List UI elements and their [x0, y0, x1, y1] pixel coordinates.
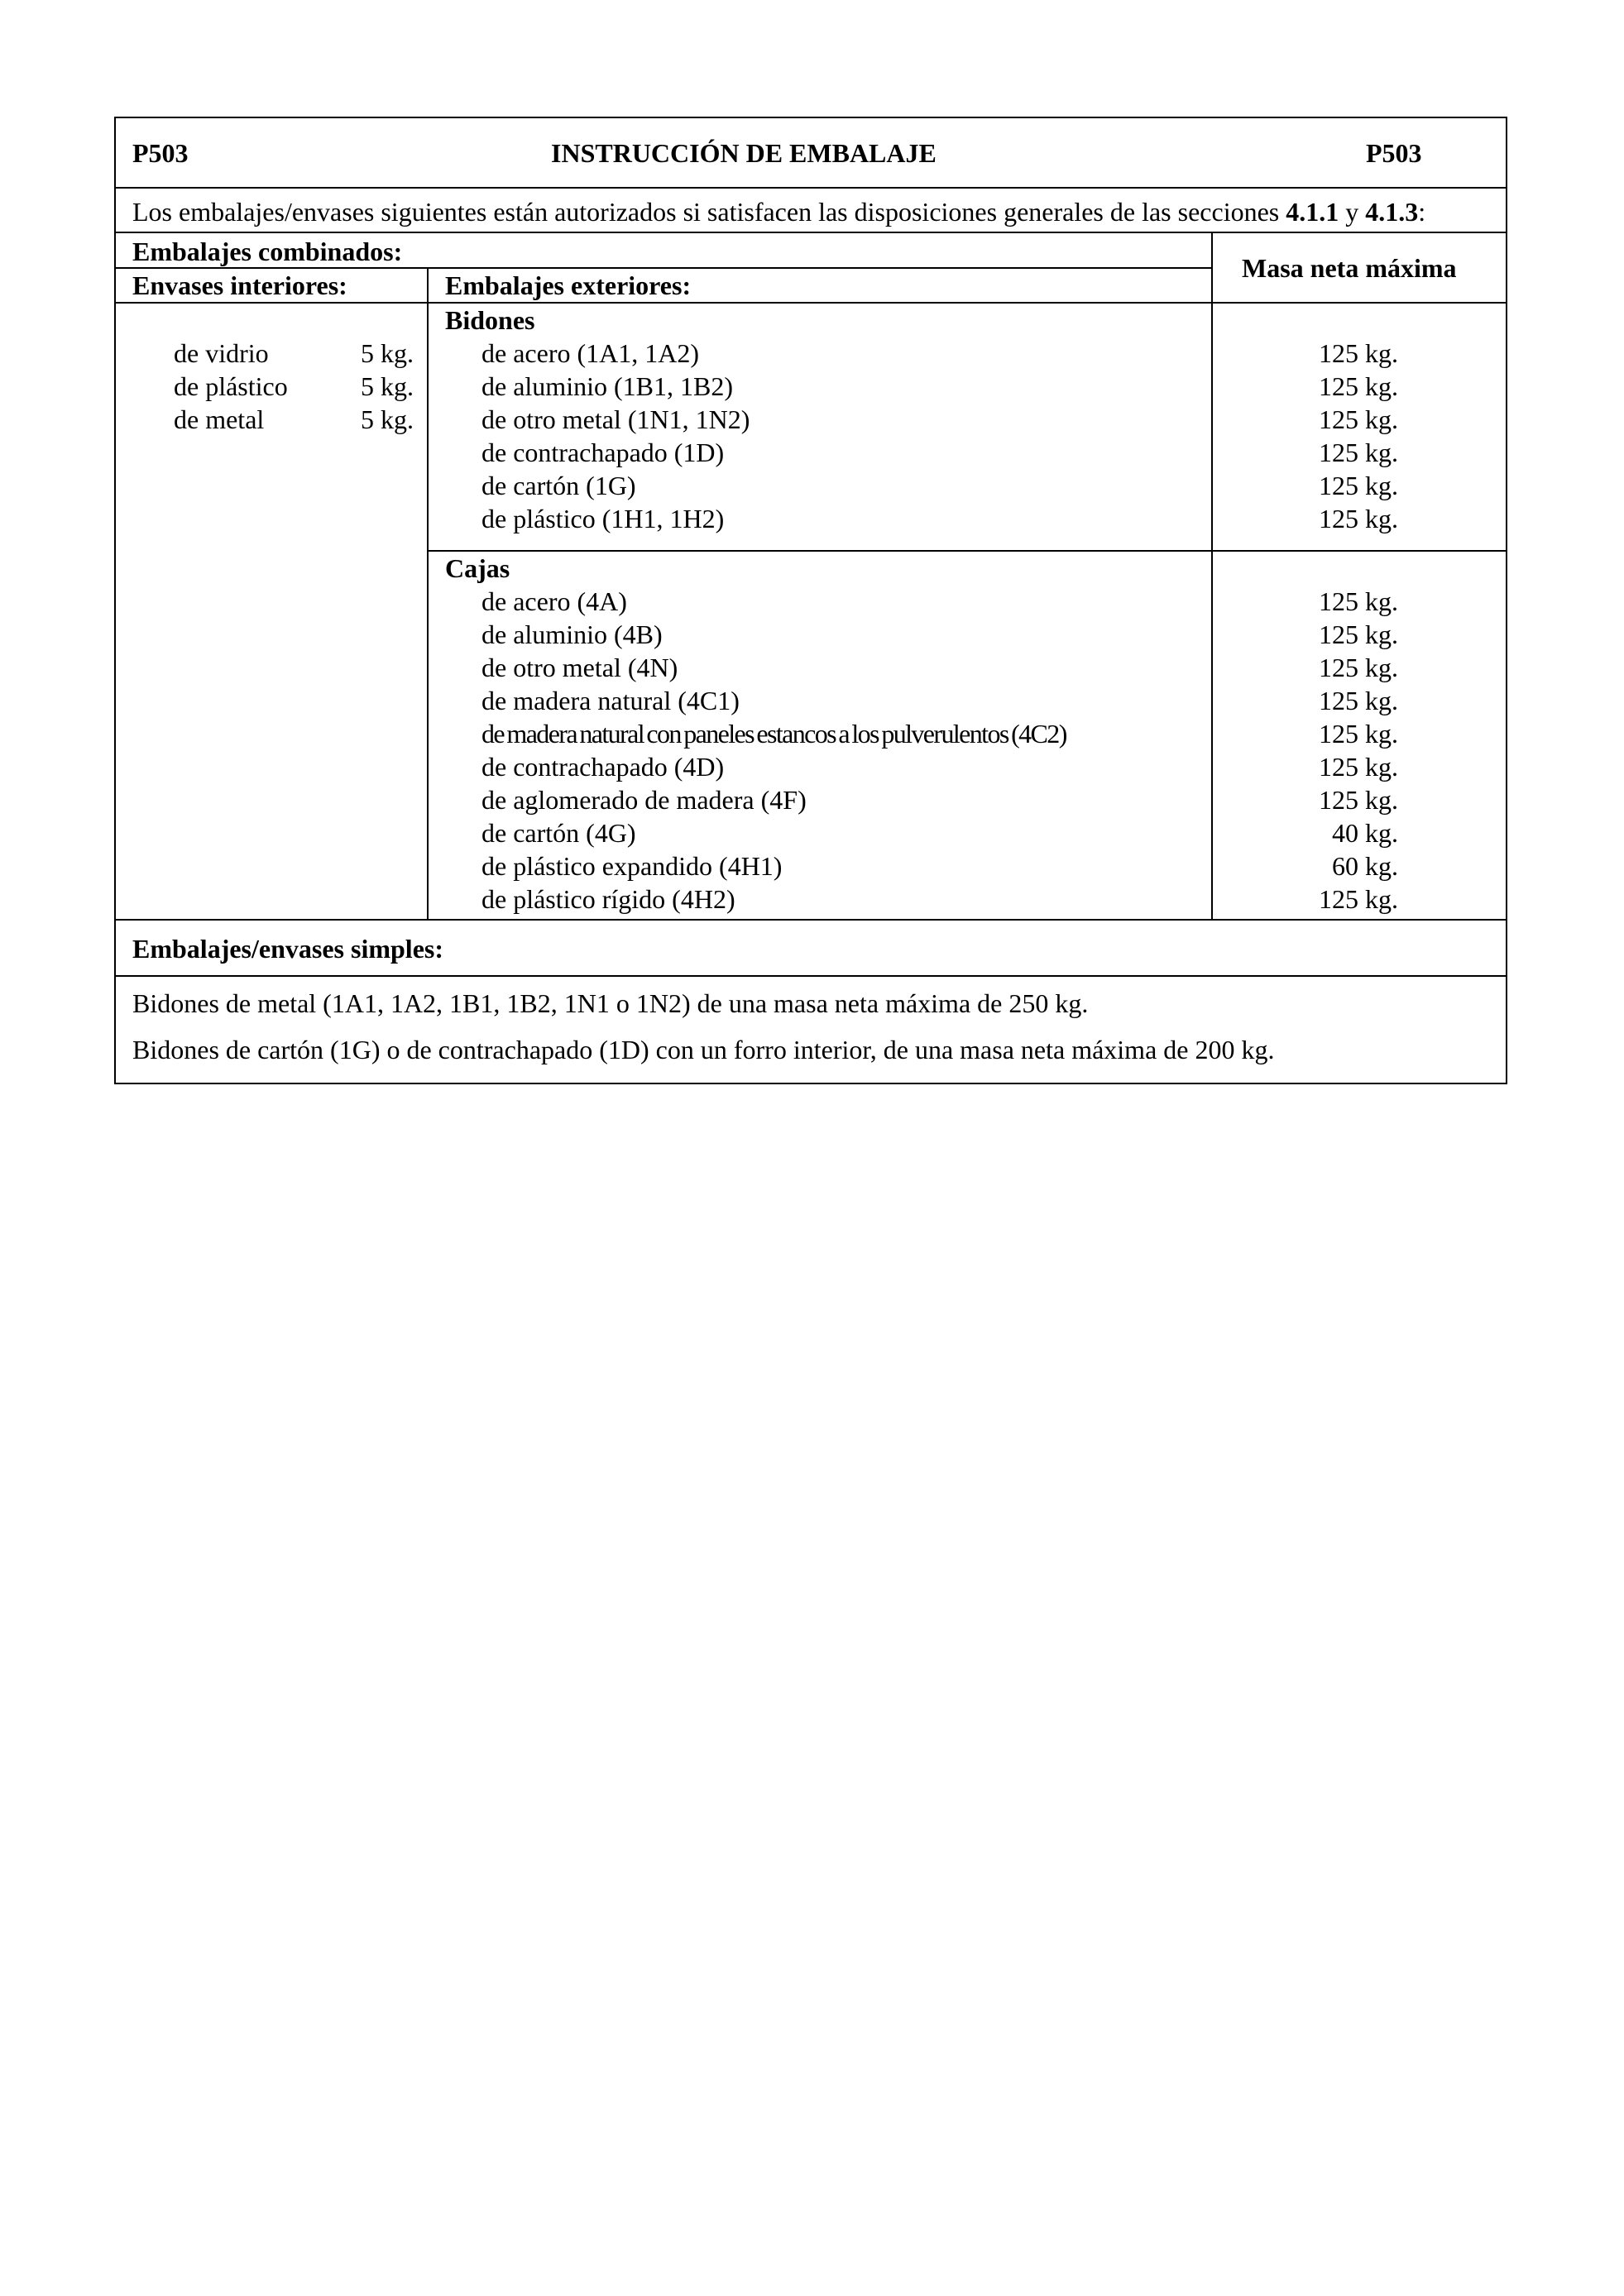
section-ref-4-1-3: 4.1.3: [1365, 197, 1419, 227]
outer-max-mass: 125 kg.: [1319, 586, 1398, 616]
outer-packaging-label: de acero (1A1, 1A2): [481, 338, 699, 368]
outer-packaging-label: de aglomerado de madera (4F): [481, 785, 807, 815]
outer-packaging-label: de cartón (1G): [481, 471, 636, 500]
divider: [1211, 233, 1213, 919]
outer-group-heading: Cajas: [445, 553, 510, 583]
outer-max-mass: 125 kg.: [1319, 653, 1398, 682]
instruction-title: INSTRUCCIÓN DE EMBALAJE: [551, 138, 937, 168]
outer-packaging-label: de contrachapado (1D): [481, 438, 725, 467]
section-ref-4-1-1: 4.1.1: [1286, 197, 1339, 227]
outer-packaging-label: de plástico expandido (4H1): [481, 851, 783, 881]
intro-conjunction: y: [1345, 197, 1359, 227]
title-row: [116, 118, 1506, 189]
inner-material-label: de metal: [174, 404, 265, 434]
combined-packagings-section: [116, 233, 1506, 919]
outer-packaging-label: de madera natural (4C1): [481, 686, 740, 715]
inner-max-mass: 5 kg.: [361, 338, 414, 368]
instruction-code-left: P503: [132, 138, 189, 168]
inner-material-label: de plástico: [174, 371, 288, 401]
outer-packaging-label: de plástico (1H1, 1H2): [481, 504, 725, 533]
outer-max-mass: 125 kg.: [1319, 338, 1398, 368]
outer-max-mass: 125 kg.: [1319, 371, 1398, 401]
outer-max-mass: 40 kg.: [1332, 818, 1398, 848]
outer-packaging-label: de plástico rígido (4H2): [481, 884, 735, 914]
outer-packaging-label: de otro metal (1N1, 1N2): [481, 404, 750, 434]
outer-packaging-label: de cartón (4G): [481, 818, 636, 848]
divider: [427, 550, 1506, 552]
inner-material-label: de vidrio: [174, 338, 269, 368]
outer-packagings-heading: Embalajes exteriores:: [445, 270, 692, 300]
max-net-mass-heading: Masa neta máxima: [1242, 253, 1457, 283]
outer-packaging-label: de aluminio (1B1, 1B2): [481, 371, 733, 401]
outer-max-mass: 125 kg.: [1319, 752, 1398, 782]
inner-max-mass: 5 kg.: [361, 371, 414, 401]
intro-text: Los embalajes/envases siguientes están autorizados si satisfacen las disposiciones generales de las secciones: [132, 197, 1280, 227]
single-packaging-line: Bidones de metal (1A1, 1A2, 1B1, 1B2, 1N1 o 1N2) de una masa neta máxima de 250 kg.: [132, 988, 1089, 1018]
outer-packaging-label: de otro metal (4N): [481, 653, 678, 682]
outer-max-mass: 125 kg.: [1319, 404, 1398, 434]
outer-max-mass: 125 kg.: [1319, 686, 1398, 715]
outer-packaging-label: de madera natural con paneles estancos a los pulverulentos (4C2): [481, 719, 1066, 749]
outer-max-mass: 125 kg.: [1319, 619, 1398, 649]
divider: [427, 267, 429, 919]
outer-packaging-label: de contrachapado (4D): [481, 752, 725, 782]
outer-max-mass: 125 kg.: [1319, 438, 1398, 467]
outer-max-mass: 125 kg.: [1319, 785, 1398, 815]
divider: [116, 302, 1506, 304]
outer-max-mass: 125 kg.: [1319, 471, 1398, 500]
outer-max-mass: 125 kg.: [1319, 504, 1398, 533]
single-packaging-line: Bidones de cartón (1G) o de contrachapado (1D) con un forro interior, de una masa neta máxima de 200 kg.: [132, 1035, 1275, 1064]
instruction-code-right: P503: [1366, 138, 1422, 168]
combined-heading: Embalajes combinados:: [132, 237, 403, 266]
single-packagings-header: [116, 919, 1506, 975]
single-packagings-body: [116, 975, 1506, 1083]
outer-max-mass: 125 kg.: [1319, 719, 1398, 749]
intro-paragraph: [116, 189, 1506, 233]
single-packagings-heading: Embalajes/envases simples:: [132, 934, 443, 964]
outer-group-heading: Bidones: [445, 305, 535, 335]
inner-max-mass: 5 kg.: [361, 404, 414, 434]
packing-instruction-table: [114, 117, 1507, 1084]
inner-packagings-heading: Envases interiores:: [132, 270, 347, 300]
outer-max-mass: 125 kg.: [1319, 884, 1398, 914]
intro-end: :: [1418, 197, 1426, 227]
outer-packaging-label: de acero (4A): [481, 586, 627, 616]
outer-packaging-label: de aluminio (4B): [481, 619, 663, 649]
outer-max-mass: 60 kg.: [1332, 851, 1398, 881]
